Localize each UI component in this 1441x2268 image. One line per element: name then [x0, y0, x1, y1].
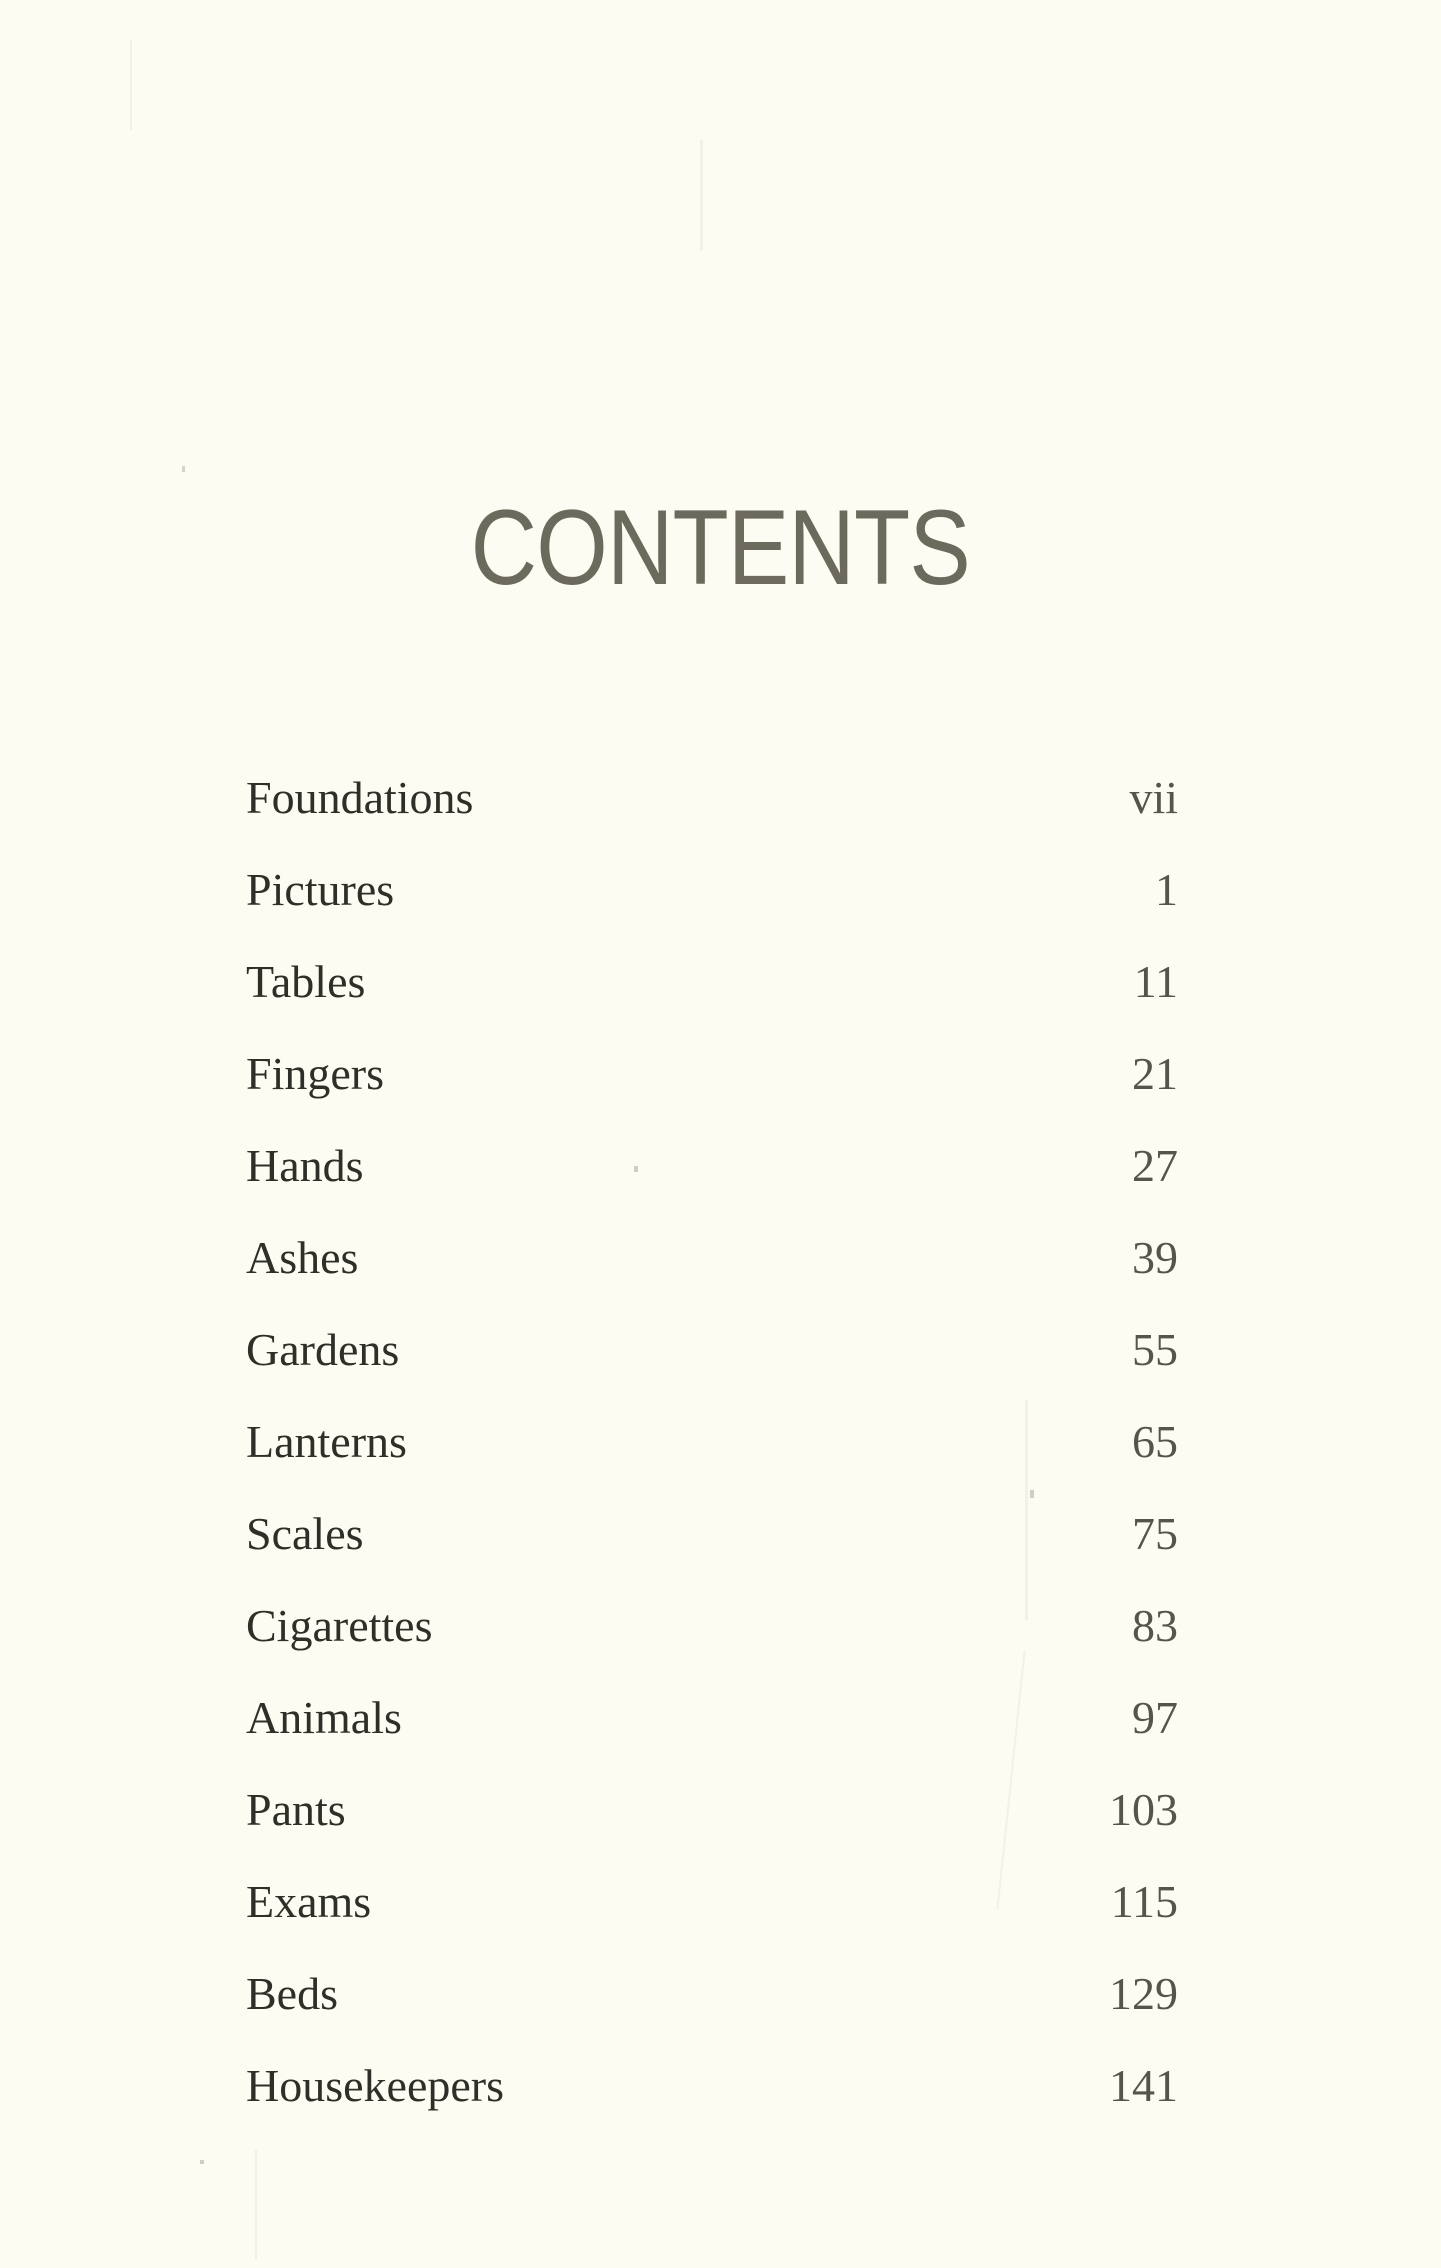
- toc-entry-title: Pictures: [246, 864, 395, 915]
- toc-entry-page: 27: [1132, 1140, 1178, 1191]
- toc-entry-title: Animals: [246, 1692, 402, 1743]
- toc-entry-title: Exams: [246, 1876, 372, 1927]
- paper-dot: [1030, 1490, 1034, 1498]
- toc-entry-page: 141: [1109, 2060, 1178, 2111]
- toc-entry-page: 103: [1109, 1784, 1178, 1835]
- toc-entry[interactable]: [246, 1412, 1178, 1472]
- toc-entry-page: 65: [1132, 1416, 1178, 1467]
- toc-entry-page: 55: [1132, 1324, 1178, 1375]
- toc-entry-title: Foundations: [246, 772, 474, 823]
- toc-entry[interactable]: [246, 1964, 1178, 2024]
- toc-entry-title: Lanterns: [246, 1416, 407, 1467]
- toc-entry[interactable]: [246, 1872, 1178, 1932]
- toc-entry-title: Beds: [246, 1968, 338, 2019]
- toc-entry-title: Hands: [246, 1140, 364, 1191]
- toc-entry-title: Housekeepers: [246, 2060, 505, 2111]
- toc-entry[interactable]: [246, 1780, 1178, 1840]
- toc-entry-page: 39: [1132, 1232, 1178, 1283]
- toc-entry[interactable]: [246, 1688, 1178, 1748]
- toc-entry-title: Ashes: [246, 1232, 359, 1283]
- toc-entry-page: vii: [1129, 772, 1178, 823]
- toc-entry[interactable]: [246, 860, 1178, 920]
- toc-entry-page: 129: [1109, 1968, 1178, 2019]
- toc-entry-page: 97: [1132, 1692, 1178, 1743]
- paper-scratch: [255, 2150, 257, 2260]
- toc-entry-page: 75: [1132, 1508, 1178, 1559]
- toc-entry[interactable]: [246, 1320, 1178, 1380]
- toc-entry-title: Scales: [246, 1508, 364, 1559]
- toc-entry-title: Tables: [246, 956, 366, 1007]
- toc-entry-title: Cigarettes: [246, 1600, 433, 1651]
- toc-entry-page: 115: [1110, 1876, 1178, 1927]
- toc-entry[interactable]: [246, 768, 1178, 828]
- toc-entry-title: Fingers: [246, 1048, 384, 1099]
- toc-entry-page: 21: [1132, 1048, 1178, 1099]
- toc-entry[interactable]: [246, 1504, 1178, 1564]
- paper-dot: [182, 466, 185, 472]
- page-title: [0, 487, 1441, 607]
- toc-entry[interactable]: [246, 1228, 1178, 1288]
- paper-dot: [200, 2160, 204, 2164]
- paper-scratch: [700, 140, 703, 250]
- page-title-text: CONTENTS: [470, 486, 971, 607]
- toc-entry-title: Gardens: [246, 1324, 400, 1375]
- toc-entry-page: 1: [1155, 864, 1178, 915]
- toc-entry[interactable]: [246, 1136, 1178, 1196]
- paper-scratch: [130, 40, 132, 130]
- toc-entry[interactable]: [246, 1596, 1178, 1656]
- toc-entry-title: Pants: [246, 1784, 346, 1835]
- toc-entry[interactable]: [246, 1044, 1178, 1104]
- toc-entry-page: 11: [1133, 956, 1178, 1007]
- toc-entry-page: 83: [1132, 1600, 1178, 1651]
- toc-entry[interactable]: [246, 952, 1178, 1012]
- toc-entry[interactable]: [246, 2056, 1178, 2116]
